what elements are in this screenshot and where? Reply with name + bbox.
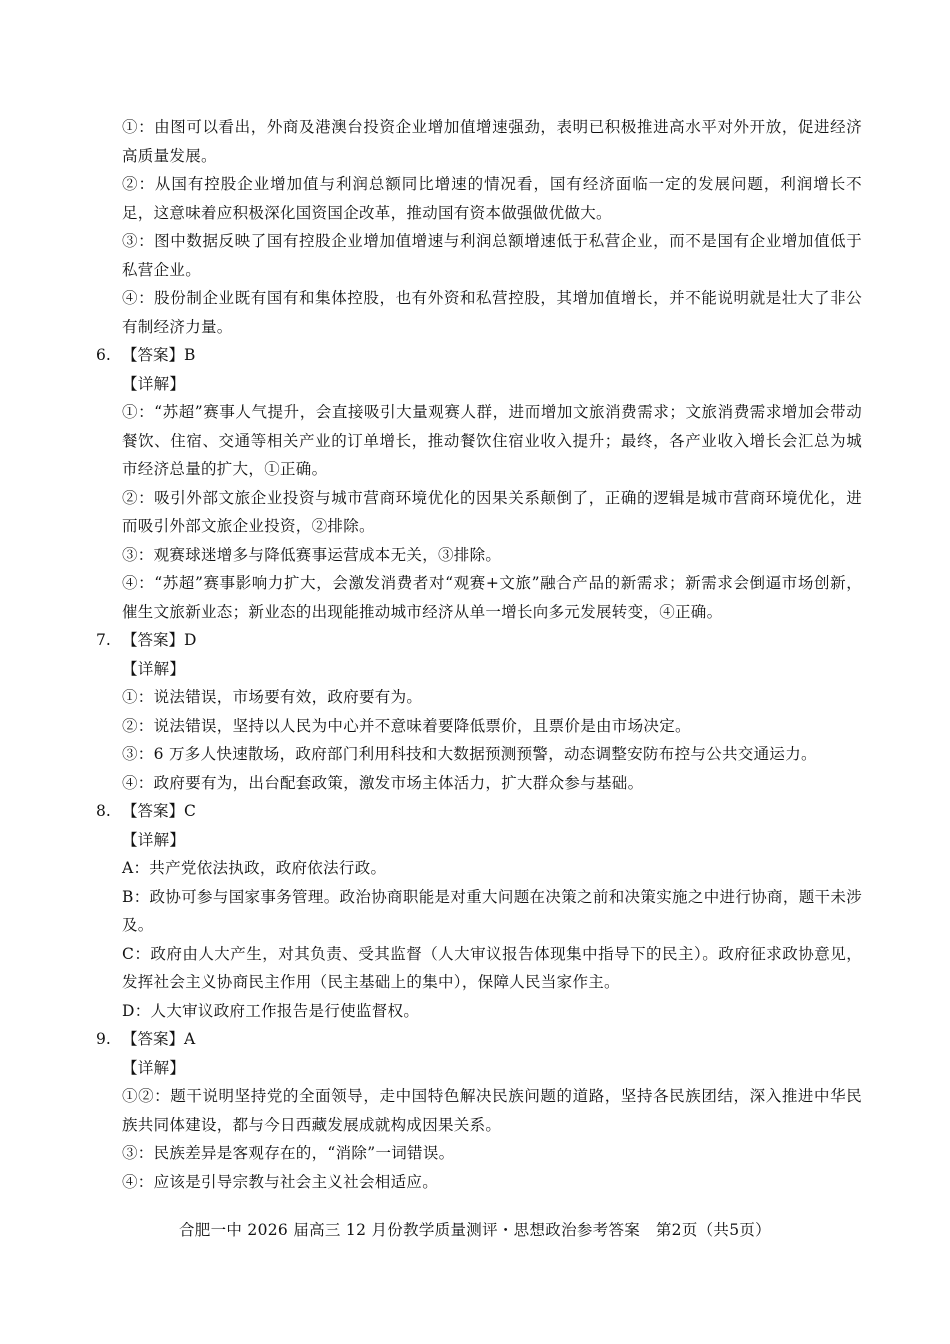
analysis-paragraph: ①：“苏超”赛事人气提升，会直接吸引大量观赛人群，进而增加文旅消费需求；文旅消费需求增加会带动餐饮、住宿、交通等相关产业的订单增长，推动餐饮住宿业收入提升；最终，各产业收入增长会汇总为城市经济总量的扩大，①正确。: [122, 403, 862, 478]
answer-line: [96, 1025, 862, 1054]
analysis-paragraph: D：人大审议政府工作报告是行使监督权。: [122, 1001, 420, 1020]
analysis-paragraph: C：政府由人大产生，对其负责、受其监督（人大审议报告体现集中指导下的民主）。政府征求政协意见，发挥社会主义协商民主作用（民主基础上的集中），保障人民当家作主。: [122, 944, 862, 991]
analysis-paragraph: B：政协可参与国家事务管理。政治协商职能是对重大问题在决策之前和决策实施之中进行协商，题干未涉及。: [122, 887, 862, 934]
question-number: 7.: [96, 631, 111, 649]
analysis-paragraph: ④：政府要有为，出台配套政策，激发市场主体活力，扩大群众参与基础。: [122, 773, 644, 792]
answer-line: [96, 797, 862, 826]
analysis-paragraph: ③：6 万多人快速散场，政府部门利用科技和大数据预测预警，动态调整安防布控与公共交通运力。: [122, 745, 817, 763]
answer-line: [96, 626, 862, 655]
analysis-paragraph: ③：图中数据反映了国有控股企业增加值增速与利润总额增速低于私营企业，而不是国有企业增加值低于私营企业。: [122, 232, 862, 279]
question-number: 6.: [96, 346, 111, 364]
detail-label: 【详解】: [122, 659, 186, 678]
analysis-paragraph: ①②：题干说明坚持党的全面领导，走中国特色解决民族问题的道路，坚持各民族团结，深入推进中华民族共同体建设，都与今日西藏发展成就构成因果关系。: [122, 1087, 862, 1134]
answer-label: 【答案】C: [122, 802, 196, 820]
question-5-continuation: [122, 113, 862, 341]
analysis-paragraph: A：共产党依法执政，政府依法行政。: [122, 859, 387, 877]
analysis-paragraph: ④：应该是引导宗教与社会主义社会相适应。: [122, 1172, 439, 1191]
question-9: [96, 1025, 862, 1196]
answer-label: 【答案】B: [122, 346, 196, 364]
question-number: 8.: [96, 802, 111, 820]
answer-line: [96, 341, 862, 370]
analysis-paragraph: ③：民族差异是客观存在的，“消除”一词错误。: [122, 1144, 455, 1162]
detail-label: 【详解】: [122, 1058, 186, 1077]
analysis-paragraph: ②：从国有控股企业增加值与利润总额同比增速的情况看，国有经济面临一定的发展问题，利润增长不足，这意味着应积极深化国资国企改革，推动国有资本做强做优做大。: [122, 175, 862, 222]
analysis-paragraph: ②：说法错误，坚持以人民为中心并不意味着要降低票价，且票价是由市场决定。: [122, 716, 691, 735]
analysis-paragraph: ①：说法错误，市场要有效，政府要有为。: [122, 688, 423, 706]
question-8: [96, 797, 862, 1025]
analysis-paragraph: ③：观赛球迷增多与降低赛事运营成本无关，③排除。: [122, 545, 502, 564]
answer-label: 【答案】D: [122, 631, 197, 649]
detail-label: 【详解】: [122, 830, 186, 849]
answer-label: 【答案】A: [122, 1030, 196, 1048]
question-number: 9.: [96, 1030, 111, 1048]
page-footer: 合肥一中 2026 届高三 12 月份教学质量测评・思想政治参考答案 第2页（共5页）: [178, 1221, 771, 1239]
question-6: [96, 341, 862, 626]
analysis-paragraph: ④：股份制企业既有国有和集体控股，也有外资和私营控股，其增加值增长，并不能说明就是壮大了非公有制经济力量。: [122, 289, 862, 336]
analysis-paragraph: ④：“苏超”赛事影响力扩大，会激发消费者对“观赛+文旅”融合产品的新需求；新需求会倒逼市场创新，催生文旅新业态；新业态的出现能推动城市经济从单一增长向多元发展转变，④正确。: [122, 574, 862, 621]
answer-content: [96, 113, 862, 1196]
analysis-paragraph: ①：由图可以看出，外商及港澳台投资企业增加值增速强劲，表明已积极推进高水平对外开放，促进经济高质量发展。: [122, 118, 862, 165]
analysis-paragraph: ②：吸引外部文旅企业投资与城市营商环境优化的因果关系颠倒了，正确的逻辑是城市营商环境优化，进而吸引外部文旅企业投资，②排除。: [122, 488, 862, 535]
question-7: [96, 626, 862, 797]
detail-label: 【详解】: [122, 374, 186, 393]
